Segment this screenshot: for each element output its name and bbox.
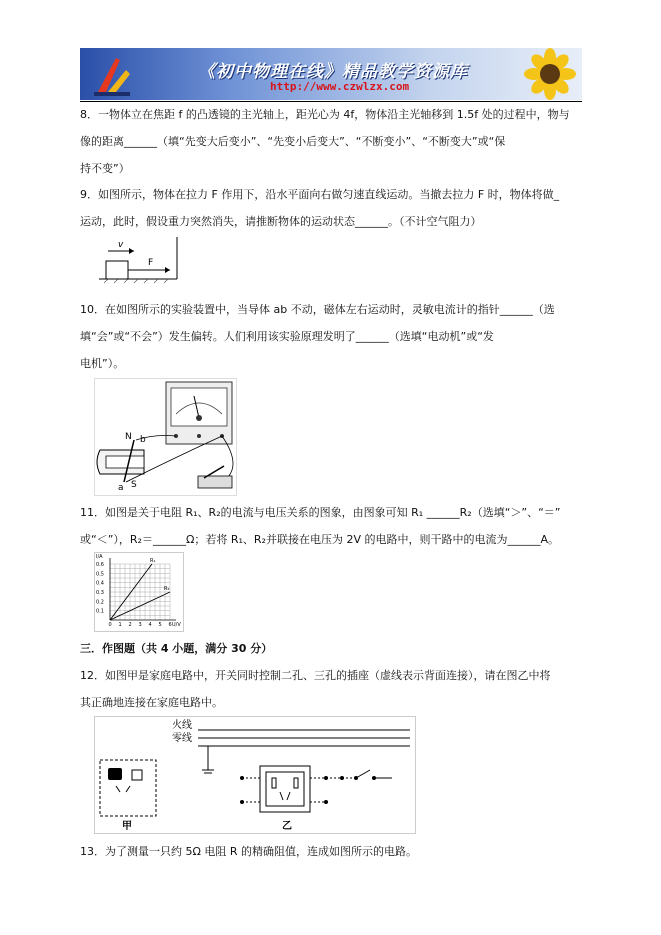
block bbox=[106, 261, 128, 279]
conductor-a-label: a bbox=[118, 483, 124, 493]
conductor-b-label: b bbox=[140, 435, 146, 445]
banner-title: 《初中物理在线》精品教学资源库 bbox=[198, 62, 468, 82]
logo-icon bbox=[90, 52, 134, 96]
x-tick-label: 0 bbox=[108, 622, 112, 628]
label-yi: 乙 bbox=[282, 821, 292, 832]
x-tick-label: 6 bbox=[168, 622, 172, 628]
q9-line1: 9．如图所示，物体在拉力 F 作用下，沿水平面向右做匀速直线运动。当撤去拉力 F 时，物体将做_ bbox=[80, 188, 560, 201]
fire-wire-label: 火线 bbox=[172, 720, 192, 731]
y-tick-label: 0.3 bbox=[96, 590, 104, 596]
y-tick-label: 0.2 bbox=[96, 599, 104, 606]
banner-url[interactable]: http://www.czwlzx.com bbox=[270, 80, 410, 93]
x-axis-label: U/V bbox=[172, 622, 181, 628]
q10-line1: 10．在如图所示的实验装置中，当导体 ab 不动，磁体左右运动时，灵敏电流计的指针______（选 bbox=[80, 303, 555, 316]
x-tick-label: 2 bbox=[128, 622, 132, 628]
q8-line1: 8．一物体立在焦距 f 的凸透镜的主光轴上，距光心为 4f，物体沿主光轴移到 1.5f 处的过程中，物与 bbox=[80, 108, 570, 121]
q10-line3: 电机”）。 bbox=[80, 357, 125, 370]
iu-graph bbox=[94, 552, 184, 632]
q12-line2: 其正确地连接在家庭电路中。 bbox=[80, 696, 223, 709]
y-tick-label: 0.4 bbox=[96, 580, 104, 587]
q12-figure bbox=[94, 716, 416, 834]
x-tick-label: 1 bbox=[118, 622, 122, 628]
q13-line1: 13．为了测量一只约 5Ω 电阻 R 的精确阻值，连成如图所示的电路。 bbox=[80, 845, 418, 858]
neutral-wire-label: 零线 bbox=[172, 733, 192, 744]
question-10 bbox=[80, 296, 590, 377]
x-tick-label: 5 bbox=[158, 622, 162, 628]
series-label-1: R₁ bbox=[150, 558, 156, 564]
sunflower-icon bbox=[520, 48, 582, 100]
question-9 bbox=[80, 181, 590, 235]
y-axis-label: I/A bbox=[96, 554, 103, 560]
velocity-label: v bbox=[118, 240, 124, 250]
section-3-title: 三．作图题（共 4 小题，满分 30 分） bbox=[80, 642, 273, 655]
magnet-s-label: S bbox=[131, 480, 137, 490]
y-tick-label: 0.5 bbox=[96, 571, 104, 578]
x-tick-label: 3 bbox=[138, 622, 142, 628]
q10-line2: 填“会”或“不会”）发生偏转。人们利用该实验原理发明了______（选填“电动机”或“发 bbox=[80, 330, 494, 343]
q11-line1: 11．如图是关于电阻 R₁、R₂的电流与电压关系的图象，由图象可知 R₁ ______R₂（选填“＞”、“＝” bbox=[80, 506, 561, 519]
header-banner bbox=[80, 48, 582, 100]
q8-line2: 像的距离______（填“先变大后变小”、“先变小后变大”、“不断变小”、“不断变大”或“保 bbox=[80, 135, 506, 148]
q8-line3: 持不变”） bbox=[80, 162, 130, 175]
question-8 bbox=[80, 101, 590, 182]
q10-figure bbox=[94, 378, 238, 498]
question-12 bbox=[80, 662, 590, 716]
q11-line2: 或“＜”），R₂＝______Ω；若将 R₁、R₂并联接在电压为 2V 的电路中，则干路中的电流为______A。 bbox=[80, 533, 559, 546]
question-13 bbox=[80, 838, 590, 865]
question-11 bbox=[80, 499, 590, 553]
y-tick-label: 0.1 bbox=[96, 608, 104, 615]
x-tick-label: 4 bbox=[148, 622, 152, 628]
q9-figure bbox=[94, 234, 184, 284]
y-tick-label: 0.6 bbox=[96, 562, 104, 568]
q12-line1: 12．如图甲是家庭电路中，开关同时控制二孔、三孔的插座（虚线表示背面连接），请在图乙中将 bbox=[80, 669, 551, 682]
force-label: F bbox=[148, 258, 154, 268]
magnet-n-label: N bbox=[125, 432, 132, 442]
label-jia: 甲 bbox=[122, 821, 132, 832]
series-label-2: R₂ bbox=[164, 586, 170, 592]
socket-yi bbox=[260, 766, 310, 812]
switch bbox=[198, 476, 232, 488]
q9-line2: 运动，此时，假设重力突然消失，请推断物体的运动状态______。（不计空气阻力） bbox=[80, 215, 482, 228]
